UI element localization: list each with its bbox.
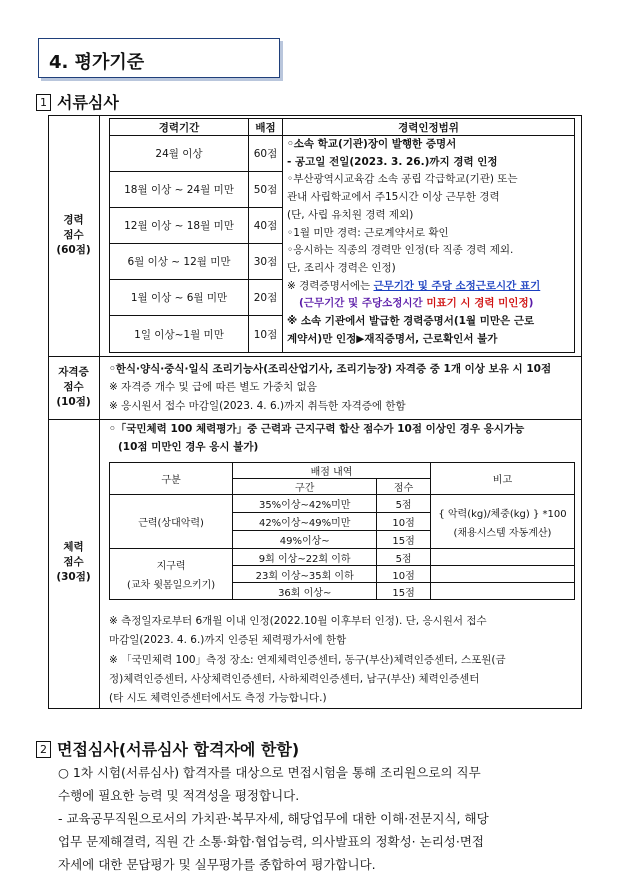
section-heading-label: 서류심사 bbox=[57, 93, 119, 112]
table-row bbox=[110, 549, 575, 566]
header-cell: 구분 bbox=[110, 463, 233, 495]
header-cell: 배점 내역 bbox=[233, 463, 431, 479]
score-cell: 10점 bbox=[377, 566, 431, 583]
section-number: 2 bbox=[36, 741, 51, 758]
header-cell: 경력기간 bbox=[110, 119, 249, 136]
score-cell: 10점 bbox=[249, 316, 283, 353]
cert-line-1: ◦한식·양식·중식·일식 조리기능사(조리산업기사, 조리기능장) 자격증 중 1개 이상 보유 시 10점 bbox=[109, 363, 552, 375]
score-cell: 5점 bbox=[377, 495, 431, 513]
fitness-intro-1: ◦「국민체력 100 체력평가」중 근력과 근지구력 합산 점수가 10점 이상인 경우 응시가능 bbox=[109, 423, 525, 435]
career-table bbox=[109, 118, 575, 353]
strength-cell: 근력(상대악력) bbox=[110, 495, 233, 549]
range-cell: 36회 이상~ bbox=[233, 583, 377, 600]
interview-paragraph-3: - 교육공무직원으로서의 가치관·복무자세, 해당업무에 대한 이해·전문지식, 해당 bbox=[58, 811, 489, 826]
header-cell: 비고 bbox=[430, 463, 574, 495]
header-cell: 점수 bbox=[377, 479, 431, 495]
interview-paragraph-4: 업무 문제해결력, 직원 간 소통·화합·협업능력, 의사발표의 정확성· 논리성·면접 bbox=[58, 834, 484, 849]
period-cell: 6월 이상 ~ 12월 미만 bbox=[110, 244, 249, 280]
table-row bbox=[110, 495, 575, 513]
endurance-cell: 지구력 (교차 윗몸일으키기) bbox=[110, 549, 233, 600]
section-heading-label: 면접심사(서류심사 합격자에 한함) bbox=[57, 740, 300, 759]
cert-line-2: ※ 자격증 개수 및 급에 따른 별도 가중치 없음 bbox=[109, 381, 317, 393]
header-cell: 배점 bbox=[249, 119, 283, 136]
range-cell: 42%이상~49%미만 bbox=[233, 513, 377, 531]
score-cell: 5점 bbox=[377, 549, 431, 566]
score-cell: 30점 bbox=[249, 244, 283, 280]
note-cell bbox=[430, 549, 574, 566]
period-cell: 12월 이상 ~ 18월 미만 bbox=[110, 208, 249, 244]
fitness-note-5: (타 시도 체력인증센터에서도 측정 가능합니다.) bbox=[109, 692, 327, 704]
period-cell: 24월 이상 bbox=[110, 136, 249, 172]
period-cell: 18월 이상 ~ 24월 미만 bbox=[110, 172, 249, 208]
note-cell bbox=[430, 566, 574, 583]
fitness-note-3: ※ 「국민체력 100」측정 장소: 연제체력인증센터, 동구(부산)체력인증센터, 스포원(금 bbox=[109, 654, 506, 666]
section-title-box bbox=[38, 38, 280, 78]
section-heading-document-review bbox=[36, 90, 119, 113]
interview-paragraph-2: 수행에 필요한 능력 및 적격성을 평정합니다. bbox=[58, 788, 300, 803]
table-header-row bbox=[110, 463, 575, 479]
score-cell: 40점 bbox=[249, 208, 283, 244]
note-cell: { 악력(kg)/체중(kg) } *100 (채용시스템 자동계산) bbox=[430, 495, 574, 549]
section-heading-interview bbox=[36, 737, 299, 760]
section-title: 4. 평가기준 bbox=[49, 52, 145, 73]
note-cell bbox=[430, 583, 574, 600]
score-cell: 15점 bbox=[377, 531, 431, 549]
period-cell: 1일 이상~1월 미만 bbox=[110, 316, 249, 353]
table-row bbox=[110, 136, 575, 172]
fitness-note-4: 정)체력인증센터, 사상체력인증센터, 사하체력인증센터, 남구(부산) 체력인증센터 bbox=[109, 673, 480, 685]
range-cell: 9회 이상~22회 이하 bbox=[233, 549, 377, 566]
score-cell: 60점 bbox=[249, 136, 283, 172]
score-cell: 15점 bbox=[377, 583, 431, 600]
table-divider bbox=[99, 115, 100, 709]
fitness-note-1: ※ 측정일자로부터 6개월 이내 인정(2022.10월 이후부터 인정). 단, 응시원서 접수 bbox=[109, 615, 487, 627]
cert-line-3: ※ 응시원서 접수 마감일(2023. 4. 6.)까지 취득한 자격증에 한함 bbox=[109, 400, 406, 412]
scope-cell: ◦소속 학교(기관)장이 발행한 증명서 - 공고일 전일(2023. 3. 26.)까지 경력 인정 ◦부산광역시교육감 소속 공립 각급학교(기관) 또는 관내 사립학교에서 주15시간 이상 근무한 경력 (단, 사립 유치원 경력 제외) ◦1월 미만 경력: 근로계약서로 확인 ◦응시하는 직종의 경력만 인정(타 직종 경력 제외. 단, 조리사 경력은 인정) ※ 경력증명서에는 근무기간 및 주당 소정근로시간 표기 (근무기간 및 주당소정시간 미표기 시 경력 미인정) ※ 소속 기관에서 발급한 경력증명서(1월 미만은 근로 계약서)만 인정▶재직증명서, 근로확인서 불가 bbox=[283, 136, 575, 353]
table-header-row bbox=[110, 119, 575, 136]
score-cell: 20점 bbox=[249, 280, 283, 316]
career-category-label: 경력 점수 (60점) bbox=[56, 214, 91, 256]
score-cell: 10점 bbox=[377, 513, 431, 531]
score-cell: 50점 bbox=[249, 172, 283, 208]
period-cell: 1월 이상 ~ 6월 미만 bbox=[110, 280, 249, 316]
range-cell: 23회 이상~35회 이하 bbox=[233, 566, 377, 583]
interview-paragraph-1: ○ 1차 시험(서류심사) 합격자를 대상으로 면접시험을 통해 조리원으로의 직무 bbox=[58, 765, 481, 780]
header-cell: 구간 bbox=[233, 479, 377, 495]
cert-category-label: 자격증 점수 (10점) bbox=[56, 366, 91, 408]
interview-paragraph-5: 자세에 대한 문답평가 및 실무평가를 종합하여 평가합니다. bbox=[58, 857, 376, 872]
row-divider bbox=[48, 356, 582, 357]
section-number: 1 bbox=[36, 94, 51, 111]
fitness-intro-2: (10점 미만인 경우 응시 불가) bbox=[118, 441, 259, 453]
fitness-note-2: 마감일(2023. 4. 6.)까지 인증된 체력평가서에 한함 bbox=[109, 634, 347, 646]
fitness-category-label: 체력 점수 (30점) bbox=[56, 541, 91, 583]
header-cell: 경력인정범위 bbox=[283, 119, 575, 136]
fitness-table bbox=[109, 462, 575, 600]
range-cell: 35%이상~42%미만 bbox=[233, 495, 377, 513]
range-cell: 49%이상~ bbox=[233, 531, 377, 549]
